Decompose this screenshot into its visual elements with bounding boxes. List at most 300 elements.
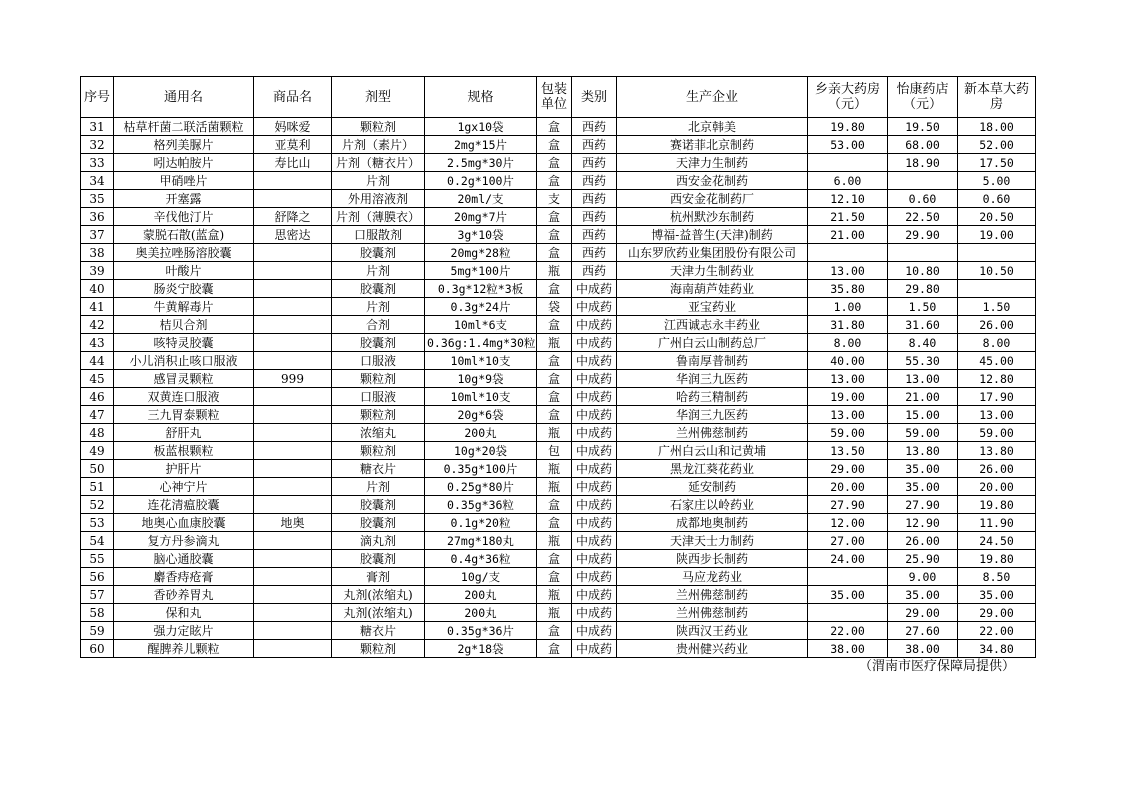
table-row xyxy=(81,334,1036,352)
table-cell: 200丸 xyxy=(425,604,537,622)
table-cell: 13.00 xyxy=(808,406,888,424)
table-cell: 袋 xyxy=(537,298,572,316)
table-cell: 中成药 xyxy=(572,568,617,586)
table-cell: 贵州健兴药业 xyxy=(617,640,808,658)
table-cell: 博福-益普生(天津)制药 xyxy=(617,226,808,244)
table-cell: 55 xyxy=(81,550,114,568)
table-cell: 中成药 xyxy=(572,496,617,514)
table-cell: 中成药 xyxy=(572,280,617,298)
table-cell: 45.00 xyxy=(958,352,1036,370)
table-cell: 49 xyxy=(81,442,114,460)
table-cell: 颗粒剂 xyxy=(332,640,425,658)
table-cell: 丸剂(浓缩丸) xyxy=(332,604,425,622)
table-cell: 盒 xyxy=(537,352,572,370)
table-cell: 盒 xyxy=(537,514,572,532)
table-row xyxy=(81,568,1036,586)
table-cell: 27mg*180丸 xyxy=(425,532,537,550)
table-cell: 妈咪爱 xyxy=(254,118,332,136)
table-row xyxy=(81,550,1036,568)
table-cell xyxy=(254,190,332,208)
table-cell: 西药 xyxy=(572,172,617,190)
table-cell: 20ml/支 xyxy=(425,190,537,208)
table-cell: 舒降之 xyxy=(254,208,332,226)
table-cell xyxy=(808,154,888,172)
table-cell xyxy=(254,532,332,550)
table-cell: 盒 xyxy=(537,118,572,136)
table-cell: 0.60 xyxy=(888,190,958,208)
table-cell: 胶囊剂 xyxy=(332,244,425,262)
table-cell: 颗粒剂 xyxy=(332,370,425,388)
table-cell: 1.50 xyxy=(888,298,958,316)
table-cell: 浓缩丸 xyxy=(332,424,425,442)
table-row xyxy=(81,226,1036,244)
table-row xyxy=(81,316,1036,334)
table-cell: 辛伐他汀片 xyxy=(114,208,254,226)
table-cell: 20mg*7片 xyxy=(425,208,537,226)
table-cell: 34 xyxy=(81,172,114,190)
column-header: 生产企业 xyxy=(617,77,808,118)
table-cell: 心神宁片 xyxy=(114,478,254,496)
table-cell: 200丸 xyxy=(425,424,537,442)
table-cell: 片剂（素片） xyxy=(332,136,425,154)
table-cell: 胶囊剂 xyxy=(332,496,425,514)
table-cell: 保和丸 xyxy=(114,604,254,622)
table-cell: 22.50 xyxy=(888,208,958,226)
table-cell: 8.50 xyxy=(958,568,1036,586)
table-cell: 20g*6袋 xyxy=(425,406,537,424)
table-row xyxy=(81,406,1036,424)
table-cell: 西药 xyxy=(572,262,617,280)
table-cell: 北京韩美 xyxy=(617,118,808,136)
table-cell: 盒 xyxy=(537,388,572,406)
table-row xyxy=(81,262,1036,280)
table-cell xyxy=(254,460,332,478)
table-cell: 39 xyxy=(81,262,114,280)
table-cell: 0.36g:1.4mg*30粒 xyxy=(425,334,537,352)
table-cell xyxy=(808,604,888,622)
table-cell: 板蓝根颗粒 xyxy=(114,442,254,460)
table-cell: 广州白云山和记黄埔 xyxy=(617,442,808,460)
table-cell: 53.00 xyxy=(808,136,888,154)
table-row xyxy=(81,370,1036,388)
table-cell: 兰州佛慈制药 xyxy=(617,604,808,622)
table-cell: 10ml*10支 xyxy=(425,352,537,370)
table-cell: 12.80 xyxy=(958,370,1036,388)
table-cell: 2g*18袋 xyxy=(425,640,537,658)
table-cell: 19.50 xyxy=(888,118,958,136)
table-cell: 21.50 xyxy=(808,208,888,226)
table-cell: 山东罗欣药业集团股份有限公司 xyxy=(617,244,808,262)
table-cell: 26.00 xyxy=(958,460,1036,478)
table-row xyxy=(81,604,1036,622)
table-row xyxy=(81,244,1036,262)
table-cell: 天津力生制药 xyxy=(617,154,808,172)
table-cell: 瓶 xyxy=(537,424,572,442)
table-cell: 护肝片 xyxy=(114,460,254,478)
table-cell: 中成药 xyxy=(572,298,617,316)
table-cell: 10.50 xyxy=(958,262,1036,280)
table-cell: 瓶 xyxy=(537,532,572,550)
table-cell: 胶囊剂 xyxy=(332,280,425,298)
table-cell: 口服液 xyxy=(332,352,425,370)
table-cell xyxy=(254,406,332,424)
table-cell: 中成药 xyxy=(572,442,617,460)
table-cell: 20.50 xyxy=(958,208,1036,226)
table-cell: 寿比山 xyxy=(254,154,332,172)
table-cell: 格列美脲片 xyxy=(114,136,254,154)
table-cell: 醒脾养儿颗粒 xyxy=(114,640,254,658)
table-cell: 59 xyxy=(81,622,114,640)
column-header: 类别 xyxy=(572,77,617,118)
table-cell: 68.00 xyxy=(888,136,958,154)
table-cell: 盒 xyxy=(537,172,572,190)
drug-price-table xyxy=(80,76,1036,658)
table-cell: 颗粒剂 xyxy=(332,406,425,424)
table-cell: 10g/支 xyxy=(425,568,537,586)
table-cell: 13.50 xyxy=(808,442,888,460)
table-cell: 0.60 xyxy=(958,190,1036,208)
table-cell: 35.80 xyxy=(808,280,888,298)
table-cell: 中成药 xyxy=(572,370,617,388)
table-cell: 中成药 xyxy=(572,604,617,622)
table-cell: 脑心通胶囊 xyxy=(114,550,254,568)
table-cell: 甲硝唑片 xyxy=(114,172,254,190)
table-cell: 桔贝合剂 xyxy=(114,316,254,334)
table-cell: 24.00 xyxy=(808,550,888,568)
table-cell: 51 xyxy=(81,478,114,496)
table-cell: 强力定眩片 xyxy=(114,622,254,640)
table-cell: 盒 xyxy=(537,496,572,514)
table-cell: 连花清瘟胶囊 xyxy=(114,496,254,514)
table-cell: 10.80 xyxy=(888,262,958,280)
table-cell: 58 xyxy=(81,604,114,622)
table-cell: 19.80 xyxy=(808,118,888,136)
table-cell: 膏剂 xyxy=(332,568,425,586)
table-cell xyxy=(254,298,332,316)
table-cell: 广州白云山制药总厂 xyxy=(617,334,808,352)
table-cell: 盒 xyxy=(537,208,572,226)
table-cell: 44 xyxy=(81,352,114,370)
table-cell: 瓶 xyxy=(537,604,572,622)
table-cell: 海南葫芦娃药业 xyxy=(617,280,808,298)
table-cell: 中成药 xyxy=(572,550,617,568)
column-header: 怡康药店（元） xyxy=(888,77,958,118)
table-cell: 5mg*100片 xyxy=(425,262,537,280)
table-cell: 瓶 xyxy=(537,478,572,496)
table-cell: 双黄连口服液 xyxy=(114,388,254,406)
table-cell: 地奥心血康胶囊 xyxy=(114,514,254,532)
table-cell: 胶囊剂 xyxy=(332,514,425,532)
table-cell: 0.4g*36粒 xyxy=(425,550,537,568)
table-cell: 中成药 xyxy=(572,460,617,478)
table-cell: 舒肝丸 xyxy=(114,424,254,442)
table-cell: 56 xyxy=(81,568,114,586)
column-header: 乡亲大药房（元） xyxy=(808,77,888,118)
table-row xyxy=(81,388,1036,406)
table-row xyxy=(81,532,1036,550)
table-cell: 鲁南厚普制药 xyxy=(617,352,808,370)
column-header: 包装单位 xyxy=(537,77,572,118)
table-cell: 瓶 xyxy=(537,460,572,478)
table-cell: 天津天士力制药 xyxy=(617,532,808,550)
table-cell: 17.50 xyxy=(958,154,1036,172)
table-cell: 盒 xyxy=(537,370,572,388)
table-row xyxy=(81,352,1036,370)
table-cell: 35 xyxy=(81,190,114,208)
table-cell: 1.00 xyxy=(808,298,888,316)
table-cell: 瓶 xyxy=(537,262,572,280)
table-cell: 片剂（糖衣片） xyxy=(332,154,425,172)
table-row xyxy=(81,280,1036,298)
table-cell: 糖衣片 xyxy=(332,460,425,478)
table-cell: 马应龙药业 xyxy=(617,568,808,586)
column-header: 剂型 xyxy=(332,77,425,118)
table-cell: 12.90 xyxy=(888,514,958,532)
table-cell: 27.90 xyxy=(808,496,888,514)
table-cell: 13.00 xyxy=(808,370,888,388)
table-cell: 兰州佛慈制药 xyxy=(617,424,808,442)
table-cell: 0.3g*24片 xyxy=(425,298,537,316)
table-cell: 0.1g*20粒 xyxy=(425,514,537,532)
table-row xyxy=(81,190,1036,208)
table-cell: 中成药 xyxy=(572,316,617,334)
table-cell: 华润三九医药 xyxy=(617,406,808,424)
table-cell: 52.00 xyxy=(958,136,1036,154)
table-cell: 33 xyxy=(81,154,114,172)
table-cell: 瓶 xyxy=(537,334,572,352)
table-cell: 32 xyxy=(81,136,114,154)
table-cell: 40 xyxy=(81,280,114,298)
table-cell: 19.80 xyxy=(958,550,1036,568)
table-cell: 香砂养胃丸 xyxy=(114,586,254,604)
table-cell: 地奥 xyxy=(254,514,332,532)
table-cell: 10g*9袋 xyxy=(425,370,537,388)
table-cell: 外用溶液剂 xyxy=(332,190,425,208)
table-cell: 西药 xyxy=(572,118,617,136)
table-cell xyxy=(254,496,332,514)
table-cell: 盒 xyxy=(537,280,572,298)
table-cell: 叶酸片 xyxy=(114,262,254,280)
table-cell: 38.00 xyxy=(888,640,958,658)
table-cell xyxy=(254,478,332,496)
table-cell: 999 xyxy=(254,370,332,388)
table-cell: 20mg*28粒 xyxy=(425,244,537,262)
table-cell: 13.80 xyxy=(958,442,1036,460)
table-cell: 25.90 xyxy=(888,550,958,568)
table-cell: 0.25g*80片 xyxy=(425,478,537,496)
table-cell: 牛黄解毒片 xyxy=(114,298,254,316)
table-cell: 石家庄以岭药业 xyxy=(617,496,808,514)
table-cell: 22.00 xyxy=(958,622,1036,640)
table-cell: 盒 xyxy=(537,226,572,244)
table-cell: 45 xyxy=(81,370,114,388)
table-row xyxy=(81,514,1036,532)
table-cell: 咳特灵胶囊 xyxy=(114,334,254,352)
table-row xyxy=(81,298,1036,316)
table-cell: 盒 xyxy=(537,406,572,424)
table-cell: 35.00 xyxy=(808,586,888,604)
table-cell: 19.80 xyxy=(958,496,1036,514)
table-cell: 杭州默沙东制药 xyxy=(617,208,808,226)
table-cell: 46 xyxy=(81,388,114,406)
table-row xyxy=(81,496,1036,514)
table-cell: 赛诺菲北京制药 xyxy=(617,136,808,154)
table-cell: 13.80 xyxy=(888,442,958,460)
table-cell: 胶囊剂 xyxy=(332,550,425,568)
table-cell: 18.90 xyxy=(888,154,958,172)
table-cell xyxy=(254,604,332,622)
table-cell: 60 xyxy=(81,640,114,658)
column-header: 序号 xyxy=(81,77,114,118)
table-cell: 26.00 xyxy=(958,316,1036,334)
table-cell: 三九胃泰颗粒 xyxy=(114,406,254,424)
table-cell xyxy=(808,568,888,586)
table-cell: 兰州佛慈制药 xyxy=(617,586,808,604)
table-cell: 盒 xyxy=(537,154,572,172)
table-cell: 6.00 xyxy=(808,172,888,190)
table-cell: 36 xyxy=(81,208,114,226)
column-header: 通用名 xyxy=(114,77,254,118)
table-cell: 中成药 xyxy=(572,586,617,604)
table-cell xyxy=(254,334,332,352)
table-cell: 35.00 xyxy=(888,586,958,604)
table-cell: 盒 xyxy=(537,316,572,334)
table-cell: 哈药三精制药 xyxy=(617,388,808,406)
table-cell: 延安制药 xyxy=(617,478,808,496)
table-cell: 西药 xyxy=(572,190,617,208)
table-cell: 西药 xyxy=(572,136,617,154)
table-cell: 9.00 xyxy=(888,568,958,586)
table-cell: 59.00 xyxy=(808,424,888,442)
table-cell xyxy=(254,352,332,370)
table-cell xyxy=(254,622,332,640)
table-cell xyxy=(254,640,332,658)
table-row xyxy=(81,208,1036,226)
table-cell: 8.00 xyxy=(808,334,888,352)
column-header: 规格 xyxy=(425,77,537,118)
table-cell: 盒 xyxy=(537,136,572,154)
table-cell: 感冒灵颗粒 xyxy=(114,370,254,388)
table-body xyxy=(81,118,1036,658)
table-cell: 中成药 xyxy=(572,514,617,532)
table-cell: 丸剂(浓缩丸) xyxy=(332,586,425,604)
table-cell xyxy=(254,586,332,604)
table-cell: 颗粒剂 xyxy=(332,118,425,136)
table-cell: 27.00 xyxy=(808,532,888,550)
table-cell: 合剂 xyxy=(332,316,425,334)
column-header: 商品名 xyxy=(254,77,332,118)
table-cell: 21.00 xyxy=(808,226,888,244)
table-cell: 片剂（薄膜衣） xyxy=(332,208,425,226)
table-cell: 8.40 xyxy=(888,334,958,352)
table-cell: 西药 xyxy=(572,226,617,244)
table-header-row xyxy=(81,77,1036,118)
table-cell: 15.00 xyxy=(888,406,958,424)
table-cell: 53 xyxy=(81,514,114,532)
table-cell: 13.00 xyxy=(958,406,1036,424)
table-cell: 11.90 xyxy=(958,514,1036,532)
table-cell: 54 xyxy=(81,532,114,550)
table-cell: 中成药 xyxy=(572,640,617,658)
table-cell: 亚莫利 xyxy=(254,136,332,154)
table-cell: 西安金花制药 xyxy=(617,172,808,190)
table-cell: 片剂 xyxy=(332,298,425,316)
table-cell: 复方丹参滴丸 xyxy=(114,532,254,550)
table-row xyxy=(81,118,1036,136)
table-cell: 59.00 xyxy=(958,424,1036,442)
column-header: 新本草大药房 xyxy=(958,77,1036,118)
table-cell: 盒 xyxy=(537,568,572,586)
table-cell: 江西诚志永丰药业 xyxy=(617,316,808,334)
table-cell: 8.00 xyxy=(958,334,1036,352)
table-cell: 盒 xyxy=(537,640,572,658)
table-cell: 枯草杆菌二联活菌颗粒 xyxy=(114,118,254,136)
table-cell: 中成药 xyxy=(572,334,617,352)
table-cell: 19.00 xyxy=(958,226,1036,244)
table-cell: 55.30 xyxy=(888,352,958,370)
table-cell: 亚宝药业 xyxy=(617,298,808,316)
table-row xyxy=(81,154,1036,172)
table-cell: 0.35g*100片 xyxy=(425,460,537,478)
table-cell: 13.00 xyxy=(888,370,958,388)
table-row xyxy=(81,424,1036,442)
table-cell xyxy=(254,424,332,442)
table-cell: 天津力生制药业 xyxy=(617,262,808,280)
table-cell: 20.00 xyxy=(958,478,1036,496)
table-cell: 24.50 xyxy=(958,532,1036,550)
table-cell: 陕西步长制药 xyxy=(617,550,808,568)
table-cell: 20.00 xyxy=(808,478,888,496)
table-cell: 27.60 xyxy=(888,622,958,640)
table-cell: 中成药 xyxy=(572,388,617,406)
table-cell xyxy=(254,172,332,190)
table-cell: 成都地奥制药 xyxy=(617,514,808,532)
table-cell: 西安金花制药厂 xyxy=(617,190,808,208)
table-cell: 26.00 xyxy=(888,532,958,550)
table-cell: 31 xyxy=(81,118,114,136)
table-cell: 胶囊剂 xyxy=(332,334,425,352)
table-cell: 蒙脱石散(蓝盒) xyxy=(114,226,254,244)
table-cell: 0.3g*12粒*3板 xyxy=(425,280,537,298)
table-cell xyxy=(958,280,1036,298)
table-cell: 包 xyxy=(537,442,572,460)
table-cell xyxy=(254,550,332,568)
table-cell: 口服散剂 xyxy=(332,226,425,244)
table-cell: 31.80 xyxy=(808,316,888,334)
table-cell: 开塞露 xyxy=(114,190,254,208)
table-cell: 18.00 xyxy=(958,118,1036,136)
table-cell: 2mg*15片 xyxy=(425,136,537,154)
source-note: （渭南市医疗保障局提供） xyxy=(858,659,1015,674)
table-cell: 12.00 xyxy=(808,514,888,532)
table-cell: 31.60 xyxy=(888,316,958,334)
table-row xyxy=(81,586,1036,604)
table-cell: 华润三九医药 xyxy=(617,370,808,388)
table-cell: 13.00 xyxy=(808,262,888,280)
table-cell xyxy=(808,244,888,262)
table-cell: 29.00 xyxy=(808,460,888,478)
table-cell: 10ml*10支 xyxy=(425,388,537,406)
table-cell: 29.00 xyxy=(888,604,958,622)
table-cell: 12.10 xyxy=(808,190,888,208)
table-row xyxy=(81,136,1036,154)
table-cell: 42 xyxy=(81,316,114,334)
table-cell: 滴丸剂 xyxy=(332,532,425,550)
table-cell: 21.00 xyxy=(888,388,958,406)
table-cell: 麝香痔疮膏 xyxy=(114,568,254,586)
table-cell: 瓶 xyxy=(537,586,572,604)
table-cell: 47 xyxy=(81,406,114,424)
